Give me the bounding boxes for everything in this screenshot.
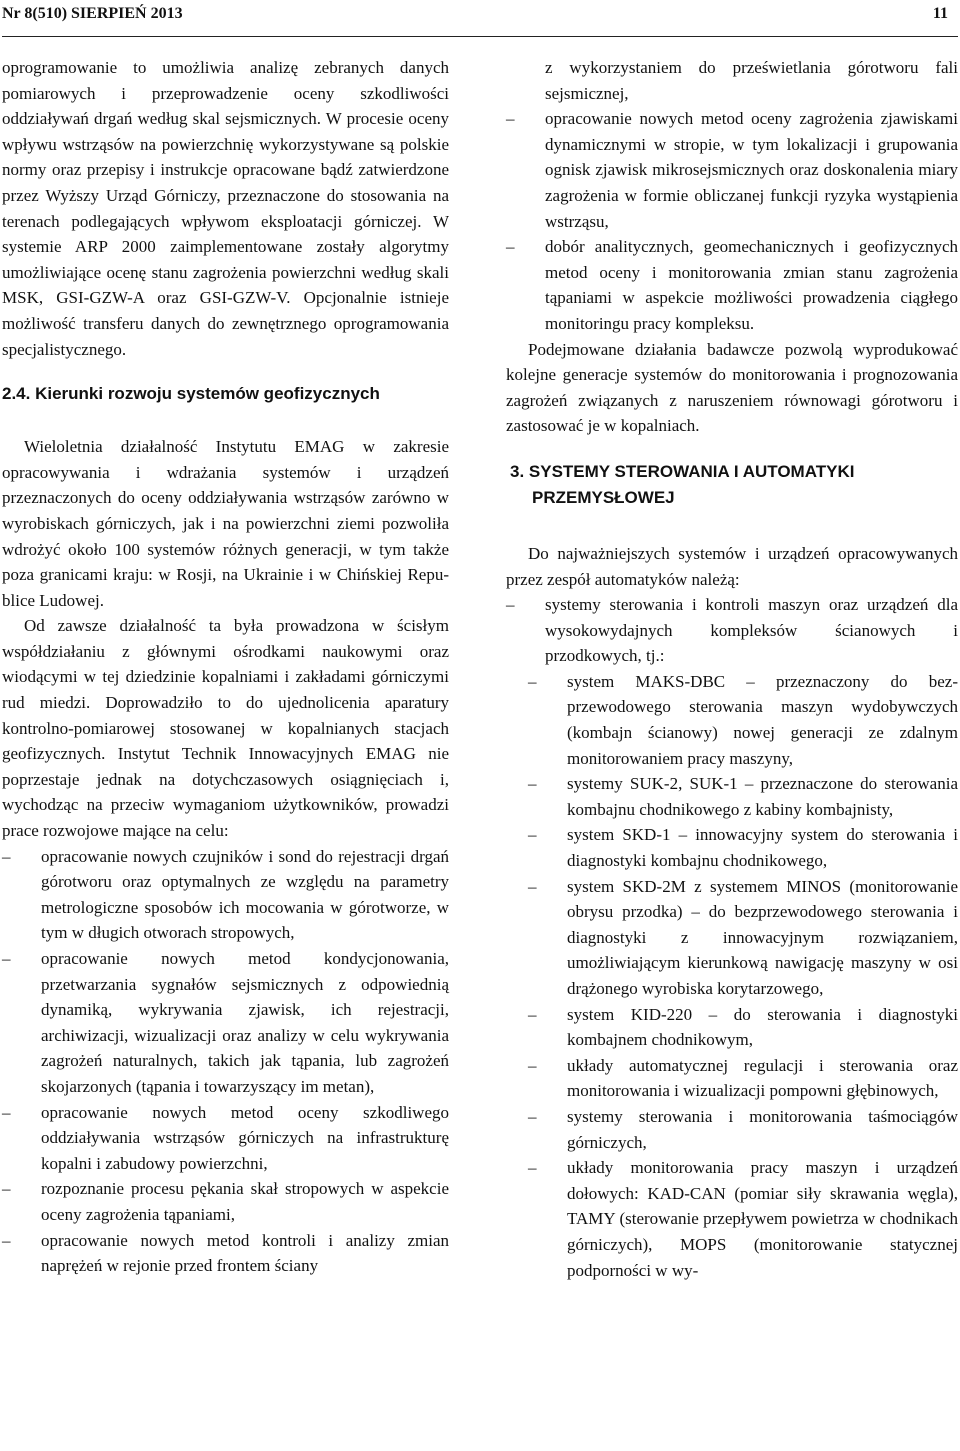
section-heading [506, 459, 958, 511]
section-heading-line2: PRZEMYSŁOWEJ [532, 487, 675, 507]
sub-list-item: – system MAKS-DBC – przeznaczony do bezprzewodowego sterowania maszyn wydobywczych (kombajn ścianowy) nowej generacji ze zdalnym monitorowaniem pracy maszyny, [506, 669, 958, 771]
page-number: 11 [932, 5, 948, 22]
list-item: – opracowanie nowych metod kondycjonowania, przetwarzania sygnałów sejsmicznych z odpowiednią dynamiką, wykrywania zjawisk, ich rejestracji, archiwizacji, wizualizacji oraz analizy w celu wykrywania zagrożeń naturalnych, takich jak tąpania, lub zagrożeń skojarzonych (tąpania i towarzyszący im metan), [2, 946, 449, 1100]
list-item: – opracowanie nowych metod oceny szkodliwego oddziaływania wstrząsów górniczych na infrastrukturę kopalni i zabudowy powierzchni, [2, 1100, 449, 1177]
sub-list-item: – system SKD-2M z systemem MINOS (monitorowanie obrysu przodka) – do bezprzewodowego sterowania i diagnostyki z innowacyjnym rozwiązaniem, umożliwiającym kierunkową nawigację maszyny w osi drążonego wyrobiska korytarzowego, [506, 874, 958, 1002]
list-continuation: z wykorzystaniem do prześwietlania górotworu fali sejsmicznej, [545, 58, 958, 103]
page-header [2, 0, 958, 37]
paragraph: Od zawsze działalność ta była prowadzona w ścisłym współdziałaniu z głównymi ośrodkami naukowymi oraz wiodącymi w tej dziedzinie kopalniami i zakładami górniczymi rud miedzi. Doprowadziło to do ujednolicenia aparatury kontrolno-pomiarowej stosowanej w kopalnianych stacjach geofizycznych. Instytut Technik Innowacyjnych EMAG nie poprzestaje jednak na dotychczasowych osiągnięciach i, wychodząc na przeciw wymaganiom użytkowników, prowadzi prace rozwojowe mające na celu: [2, 616, 449, 841]
left-column [2, 55, 449, 1279]
paragraph: Wieloletnia działalność Instytutu EMAG w zakresie opracowywania i wdrażania systemów i urządzeń przeznaczonych do oceny oddziaływania wstrząsów zarówno w wyrobiskach górniczych, jak i na powierzchni ziemi pozwoliła wdrożyć około 100 systemów różnych generacji, w tym także poza granicami kraju: w Rosji, na Ukrainie i w Chińskiej Republice Ludowej. [2, 437, 449, 610]
section-heading: 2.4. Kierunki rozwoju systemów geofizycznych [2, 384, 380, 404]
sub-list-item: – układy monitorowania pracy maszyn i urządzeń dołowych: KAD-CAN (pomiar siły skrawania węgla), TAMY (sterowanie przepływem powietrza w chodnikach górniczych), MOPS (monitorowanie statycznej podporności w wy- [506, 1155, 958, 1283]
list-item: – rozpoznanie procesu pękania skał stropowych w aspekcie oceny zagrożenia tąpaniami, [2, 1176, 449, 1227]
sub-list-item: – system SKD-1 – innowacyjny system do sterowania i diagnostyki kombajnu chodnikowego, [506, 822, 958, 873]
sub-list-item: – systemy SUK-2, SUK-1 – przeznaczone do sterowania kombajnu chodnikowego z kabiny kombajnisty, [506, 771, 958, 822]
goals-list [2, 844, 449, 1279]
paragraph: oprogramowanie to umożliwia analizę zebranych danych pomiarowych i przeprowadzenie oceny szkodliwości oddziaływań drgań według skal sejsmicznych. W procesie oceny wpływu wstrząsów na powierzchnię wykorzystywane są polskie normy oraz przepisy i instrukcje opracowane bądź zatwierdzone przez Wyższy Urząd Górniczy, przeznaczone do stosowania na terenach podlegających wpływom eksploatacji górniczej. W systemie ARP 2000 zaimplementowane zostały algorytmy umożliwiające ocenę stanu zagrożenia powierzchni według skali MSK, GSI-GZW-A oraz GSI-GZW-V. Opcjonalnie istnieje możliwość transferu danych do zewnętrznego oprogramowania specjalistycznego. [2, 58, 449, 359]
systems-list [506, 592, 958, 1283]
paragraph: Do najważniejszych systemów i urządzeń opracowywanych przez zespół automatyków należą: [506, 543, 958, 589]
section-heading-line1: 3. SYSTEMY STEROWANIA I AUTOMATYKI [510, 461, 855, 481]
sub-list-item: – układy automatycznej regulacji i sterowania oraz monitorowania i wizualizacji pompowni głębinowych, [506, 1053, 958, 1104]
list-item: – opracowanie nowych czujników i sond do rejestracji drgań górotworu oraz optymalnych ze względu na parametry metrologiczne sposobów ich mocowania w górotworze, w tym w długich otworach stropowych, [2, 844, 449, 946]
list-item: – systemy sterowania i kontroli maszyn oraz urządzeń dla wysokowydajnych kompleksów ścianowych i przodkowych, tj.: [506, 592, 958, 669]
issue-label: Nr 8(510) SIERPIEŃ 2013 [2, 5, 183, 22]
list-item: – opracowanie nowych metod kontroli i analizy zmian naprężeń w rejonie przed frontem ściany [2, 1228, 449, 1279]
list-item: – dobór analitycznych, geomechanicznych i geofizycznych metod oceny i monitorowania zmian stanu zagrożenia tąpaniami w aspekcie możliwości prowadzenia ciągłego monitoringu pracy kompleksu. [506, 234, 958, 336]
goals-list-cont [506, 106, 958, 336]
sub-list-item: – systemy sterowania i monitorowania taśmociągów górniczych, [506, 1104, 958, 1155]
right-column [506, 55, 958, 1283]
paragraph: Podejmowane działania badawcze pozwolą wyprodukować kolejne generacje systemów do monitorowania i prognozowania zagrożeń związanych z naruszeniem równowagi górotworu i zastosować je w kopalniach. [506, 339, 958, 436]
list-item: – opracowanie nowych metod oceny zagrożenia zjawiskami dynamicznymi w stropie, w tym lokalizacji i grupowania ognisk zjawisk mikrosejsmicznych oraz doskonalenia miary zagrożenia w formie obliczanej funkcji ryzyka wystąpienia wstrząsu, [506, 106, 958, 234]
sub-list-item: – system KID-220 – do sterowania i diagnostyki kombajnem chodnikowym, [506, 1002, 958, 1053]
